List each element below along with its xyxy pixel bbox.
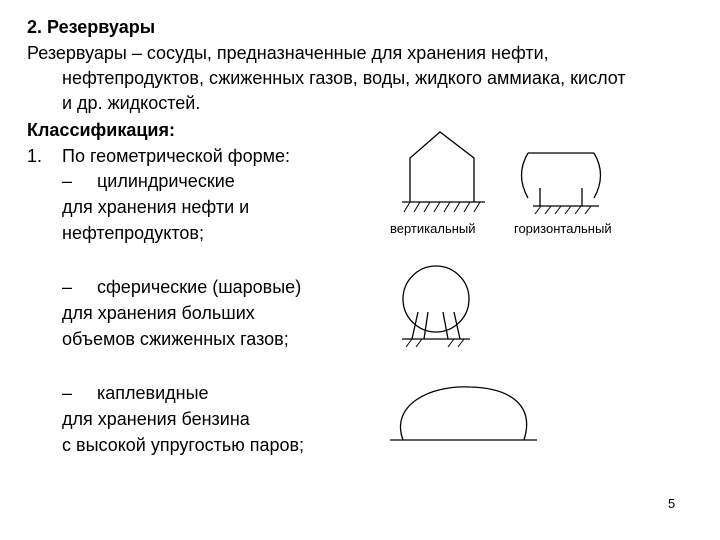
type-desc-drop-1: для хранения бензина — [62, 409, 250, 429]
type-dash-drop: – — [62, 383, 73, 403]
vertical-tank-diagram — [402, 132, 485, 212]
type-name-drop: каплевидные — [97, 383, 209, 403]
caption-vertical: вертикальный — [390, 221, 476, 236]
drop-tank-diagram — [390, 387, 537, 440]
spherical-tank-diagram — [402, 266, 470, 347]
type-name-spherical: сферические (шаровые) — [97, 277, 302, 297]
type-desc-cylindrical-2: нефтепродуктов; — [62, 223, 204, 243]
list-item-label: По геометрической форме: — [62, 146, 290, 166]
definition-line-2: нефтепродуктов, сжиженных газов, воды, жидкого аммиака, кислот — [62, 68, 626, 88]
type-dash-cylindrical: – — [62, 171, 73, 191]
page-number: 5 — [668, 496, 676, 511]
classification-heading: Классификация: — [27, 120, 175, 140]
type-desc-spherical-1: для хранения больших — [62, 303, 255, 323]
type-desc-cylindrical-1: для хранения нефти и — [62, 197, 250, 217]
slide-title: 2. Резервуары — [27, 17, 156, 37]
type-desc-spherical-2: объемов сжиженных газов; — [62, 329, 289, 349]
type-desc-drop-2: с высокой упругостью паров; — [62, 435, 305, 455]
definition-line-3: и др. жидкостей. — [62, 93, 201, 113]
caption-horizontal: горизонтальный — [514, 221, 612, 236]
list-item-number: 1. — [27, 146, 43, 166]
type-name-cylindrical: цилиндрические — [97, 171, 235, 191]
definition-line-1: Резервуары – сосуды, предназначенные для хранения нефти, — [27, 43, 549, 63]
horizontal-tank-diagram — [522, 153, 601, 214]
type-dash-spherical: – — [62, 277, 73, 297]
